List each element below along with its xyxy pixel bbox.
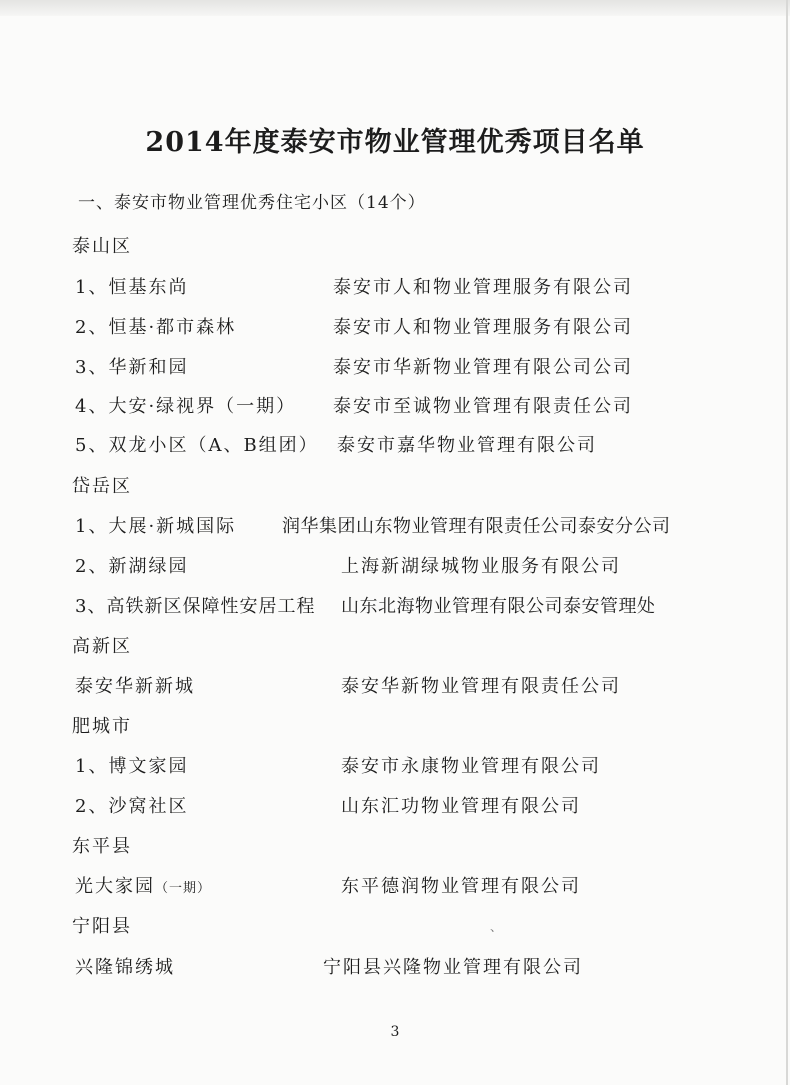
company-name: 泰安市人和物业管理服务有限公司 <box>333 317 633 338</box>
project-name: 1、博文家园 <box>75 756 189 777</box>
project-name <box>75 872 211 898</box>
company-name: 泰安市至诚物业管理有限责任公司 <box>333 396 633 417</box>
page-number: 3 <box>390 1024 400 1040</box>
company-name: 泰安市华新物业管理有限公司公司 <box>333 357 633 378</box>
project-name: 2、沙窝社区 <box>75 796 189 817</box>
document-title: 2014年度泰安市物业管理优秀项目名单 <box>145 127 645 158</box>
project-name: 3、高铁新区保障性安居工程 <box>75 596 316 617</box>
district-heading: 肥城市 <box>72 716 132 737</box>
district-heading: 岱岳区 <box>72 476 132 497</box>
district-heading: 高新区 <box>72 636 132 657</box>
project-name: 5、双龙小区（A、B组团） <box>75 435 319 456</box>
company-name: 宁阳县兴隆物业管理有限公司 <box>323 957 583 978</box>
stray-mark: 、 <box>490 920 503 934</box>
company-name: 泰安市永康物业管理有限公司 <box>341 756 601 777</box>
company-name: 东平德润物业管理有限公司 <box>341 876 581 897</box>
project-name: 2、新湖绿园 <box>75 556 189 577</box>
project-name: 4、大安·绿视界（一期） <box>75 396 297 417</box>
section-heading: 一、泰安市物业管理优秀住宅小区（14个） <box>78 193 426 213</box>
company-name: 泰安华新物业管理有限责任公司 <box>341 676 621 697</box>
project-name: 2、恒基·都市森林 <box>75 317 237 338</box>
company-name: 泰安市嘉华物业管理有限公司 <box>337 435 597 456</box>
project-name: 泰安华新新城 <box>75 676 195 697</box>
project-name: 兴隆锦绣城 <box>75 957 175 978</box>
project-name: 1、恒基东尚 <box>75 277 189 298</box>
district-heading: 东平县 <box>72 836 132 857</box>
company-name: 泰安市人和物业管理服务有限公司 <box>333 277 633 298</box>
project-name: 3、华新和园 <box>75 357 189 378</box>
district-heading: 宁阳县 <box>72 916 132 937</box>
company-name: 上海新湖绿城物业服务有限公司 <box>341 556 621 577</box>
project-phase-note: （一期） <box>155 881 212 896</box>
company-name: 润华集团山东物业管理有限责任公司泰安分公司 <box>282 516 671 537</box>
company-name: 山东汇功物业管理有限公司 <box>341 796 581 817</box>
scan-edge <box>786 0 788 1085</box>
scan-top-strip <box>0 0 790 16</box>
project-name: 1、大展·新城国际 <box>75 516 237 537</box>
company-name: 山东北海物业管理有限公司泰安管理处 <box>341 596 656 617</box>
project-name-main: 光大家园 <box>75 876 155 897</box>
district-heading: 泰山区 <box>72 236 132 257</box>
